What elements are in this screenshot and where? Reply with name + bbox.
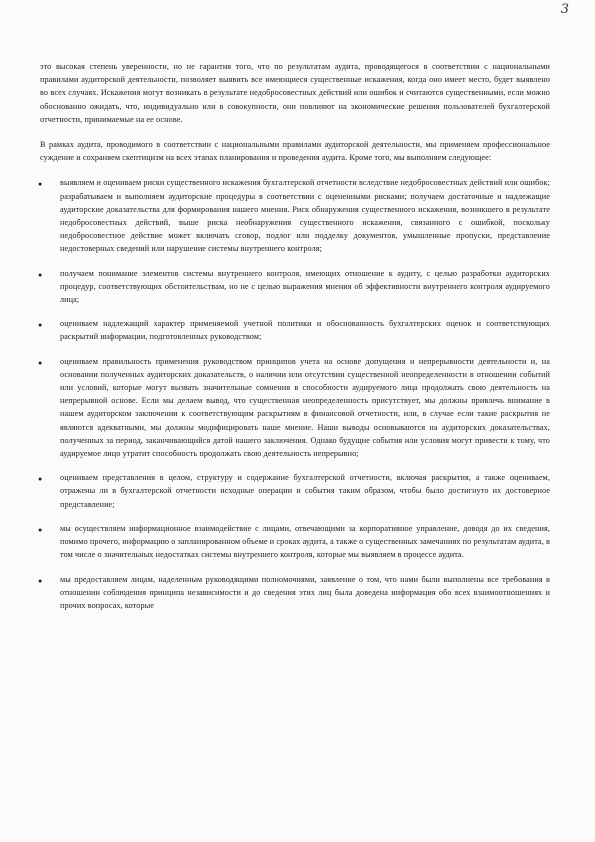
list-item-text: оцениваем представления в целом, структуру и содержание бухгалтерской отчетности, включая раскрытия, а также оцениваем, отражены ли в бухгалтерской отчетности исходные операции и события таким образом, чтобы было достигнуто их достоверное представление;: [60, 473, 550, 509]
list-item: [40, 471, 550, 511]
document-body: [40, 60, 550, 623]
list-item-text: получаем понимание элементов системы внутреннего контроля, имеющих отношение к аудиту, с целью разработки аудиторских процедур, соответствующих обстоятельствам, но не с целью выражения мнения об эффективности внутреннего контроля аудируемого лица;: [60, 268, 550, 305]
list-item: [40, 573, 550, 613]
list-item-text: оцениваем правильность применения руководством принципов учета на основе допущения и непрерывности деятельности и, на основании полученных аудиторских доказательств, о наличии или отсутствии существенной неопределенности в отношении событий или условий, которые могут вызвать значительные сомнения в способности аудируемого лица продолжать свою деятельность на непрерывной основе. Если мы делаем вывод, что существенная неопределенность присутствует, мы должны привлечь внимание в нашем аудиторском заключении к соответствующим раскрытиям в финансовой отчетности, или, в случае если такие раскрытия не являются адекватными, мы должны модифицировать наше мнение. Наши выводы основываются на аудиторских доказательствах, полученных за период, заканчивающийся датой нашего заключения. Однако будущие события или условия могут привести к тому, что аудируемое лицо утратит способность продолжать свою деятельность непрерывно;: [60, 356, 550, 459]
bullet-icon: ●: [38, 270, 43, 279]
list-item-text: мы осуществляем информационное взаимодействие с лицами, отвечающими за корпоративное управление, доводя до их сведения, помимо прочего, информацию о запланированном объеме и сроках аудита, а также о существенных замечаниях по результатам аудита, в том числе о значительных недостатках системы внутреннего контроля, которые мы выявляем в процессе аудита.: [60, 523, 550, 560]
bullet-icon: ●: [38, 576, 43, 585]
list-item-text: выявляем и оцениваем риски существенного искажения бухгалтерской отчетности вследствие недобросовестных действий или ошибок; разрабатываем и выполняем аудиторские процедуры в соответствии с оцененными рисками; получаем достаточные и надлежащие аудиторские доказательства для формирования нашего мнения. Риск обнаружения существенного искажения, возникшего в результате недобросовестных действий, выше риска необнаружения существенного искажения, связанного с ошибкой, поскольку недобросовестное действие может включать сговор, подлог или подделку документов, умышленные пропуски, представление недостоверных сведений или нарушение системы внутреннего контроля;: [60, 178, 550, 254]
list-item-text: мы предоставляем лицам, наделенным руководящими полномочиями, заявление о том, что нами были выполнены все требования в отношении соблюдения принципа независимости и до сведения этих лиц была доведена информация обо всех взаимоотношениях и прочих вопросах, которые: [60, 574, 550, 610]
bullet-icon: ●: [38, 180, 43, 189]
list-item: [40, 355, 550, 461]
list-item-text: оцениваем надлежащий характер применяемой учетной политики и обоснованность бухгалтерских оценок и соответствующих раскрытий информации, подготовленных руководством;: [60, 319, 550, 342]
bullet-icon: ●: [38, 358, 43, 367]
page-number: 3: [560, 2, 569, 17]
bullet-icon: ●: [38, 525, 43, 534]
paragraph-audit-scope: В рамках аудита, проводимого в соответствии с национальными правилами аудиторской деятельности, мы применяем профессиональное суждение и сохраняем скептицизм на всех этапах планирования и проведения аудита. Кроме того, мы выполняем следующее:: [40, 140, 550, 163]
procedures-list: [40, 176, 550, 612]
bullet-icon: ●: [38, 475, 43, 484]
list-item: [40, 522, 550, 562]
bullet-icon: ●: [38, 321, 43, 330]
paragraph-intro: это высокая степень уверенности, но не гарантия того, что по результатам аудита, проводящегося в соответствии с национальными правилами аудиторской деятельности, позволяет выявить все имеющиеся существенные искажения, когда оно имеет место, будет выявлено во всех случаях. Искажения могут возникать в результате недобросовестных действий или ошибок и считаются существенными, если можно обоснованно ожидать, что, индивидуально или в совокупности, они повлияют на экономические решения пользователей бухгалтерской отчетности, принимаемые на ее основе.: [40, 62, 550, 124]
list-item: [40, 176, 550, 255]
list-item: [40, 267, 550, 307]
list-item: [40, 317, 550, 343]
